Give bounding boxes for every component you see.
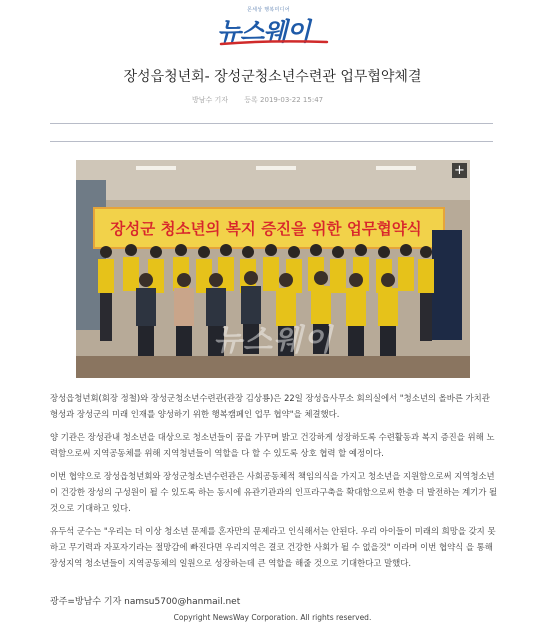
author-name: 방남수 기자 (192, 96, 229, 104)
logo-wordmark: 뉴스웨이 (217, 17, 310, 46)
article-byline (192, 95, 337, 105)
publish-date: 등록 2019-03-22 15:47 (244, 96, 324, 104)
reporter-contact: 광주=방남수 기자 namsu5700@hanmail.net (50, 597, 241, 607)
article-paragraph: 양 기관은 장성관내 청소년을 대상으로 청소년들이 꿈을 가꾸며 밝고 건강하게 성장하도록 수련활동과 복지 증진을 위해 노력함으로써 지역공동체를 위해 지역청년들이 역할을 다 할 수 있도록 상호 협력 할 예정이다. (50, 432, 495, 458)
article-title: 장성읍청년회- 장성군청소년수련관 업무협약체결 (123, 69, 422, 85)
expand-photo-button[interactable]: + (452, 163, 467, 178)
copyright-notice: Copyright NewsWay Corporation. All rights reserved. (173, 613, 372, 622)
logo-tagline: 몬세상 행복미디어 (247, 7, 290, 13)
divider (50, 141, 493, 142)
banner-text: 장성군 청소년의 복지 증진을 위한 업무협약식 (110, 220, 422, 238)
article-paragraph: 유두석 군수는 "우리는 더 이상 청소년 문제를 혼자만의 문제라고 인식해서는 안된다. 우리 아이들이 미래의 희망을 갖지 못하고 무기력과 자포자기라는 절망감에 빠진다면 우리지역은 결코 건강한 사회가 될 수 없을것" 이라며 이번 협약식 을 통해 장성지역 청소년들이 지역공동체의 일원으로 성장하는데 큰 역할을 해줄 것으로 기대한다고 말했다. (50, 526, 496, 568)
divider (50, 123, 493, 124)
photo-watermark: 뉴스웨이 (213, 323, 333, 358)
logo-swoosh-icon (219, 40, 329, 46)
article-paragraph: 장성읍청년회(회장 정철)와 장성군청소년수련관(관장 김상룡)은 22일 장성읍사무소 회의실에서 "청소년의 올바른 가치관 형성과 장성군의 미래 인재를 양성하기 위한 행복캠페인 업무 협약"을 체결했다. (50, 393, 490, 419)
article-paragraph: 이번 협약으로 장성읍청년회와 장성군청소년수련관은 사회공동체적 책임의식을 가지고 청소년을 지원함으로써 지역청소년이 건강한 장성의 구성원이 될 수 있도록 하는 동시에 유관기관과의 인프라구축을 확대함으로써 한층 더 발전하는 계기가 될 것으로 기대하고 있다. (50, 471, 498, 513)
site-logo[interactable] (205, 6, 330, 48)
article-photo[interactable] (76, 160, 470, 378)
